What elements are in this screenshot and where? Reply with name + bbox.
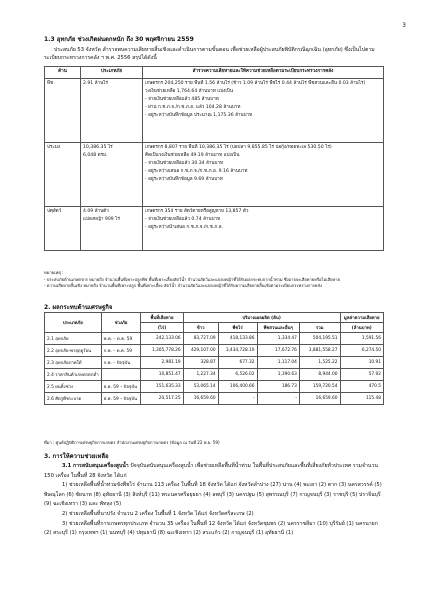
- table-source: ที่มา : ศูนย์ปฏิบัติการเศรษฐกิจการเกษตร สำนักงานเศรษฐกิจการเกษตร (ข้อมูล ณ วันที่ 22 พ.ย. 59): [44, 440, 220, 445]
- table-row: [45, 143, 384, 207]
- assistance-paragraph: 3) ช่วยเหลือพื้นที่การเกษตรทุกประเภท จำนวน 35 เครื่อง ในพื้นที่ 12 จังหวัด ได้แก่ จังหวัดชุมพร (2) นครราชสีมา (10) บุรีรัมย์ (1) นครนายก (2) สระบุรี (1) กรุงเทพฯ (1) นนทบุรี (4) ปทุมธานี (8) ฉะเชิงเทรา (2) สระแก้ว (2) กาญจนบุรี (1) อุทัยธานี (1): [44, 520, 378, 537]
- table-row: 2.2 อุทกภัย-พายุฤดูร้อน ก.พ. – ต.ค. 59 1,305,778.26 429,107.00 3,434,728.10 17,672.76 3,881,558.27 6,274.50: [45, 345, 384, 357]
- column-header: (ไร่): [141, 323, 183, 333]
- column-header: ปริมาณผลผลิต (ตัน): [183, 313, 340, 323]
- damage-assistance-table: [44, 66, 384, 251]
- amount-cell: 10,386.35 ไร่ 6,048 ตรม.: [81, 143, 143, 207]
- section-3-1-intro: 3.1 การสนับสนุนเครื่องสูบน้ำ ปัจจุบันสนับสนุนเครื่องสูบน้ำ เพื่อช่วยเหลือพื้นที่น้ำท่วม ในพื้นที่ประสบภัยและพื้นที่เสี่ยงภัยทั่วประเทศ รวมจำนวน 150 เครื่อง ในพื้นที่ 28 จังหวัด ได้แก่: [44, 463, 378, 479]
- table-header-row: [45, 313, 384, 323]
- column-header: ด้าน: [45, 67, 81, 79]
- column-header: มูลค่าความเสียหาย: [340, 313, 384, 323]
- detail-cell: เกษตรกร 8,807 ราย พื้นที่ 10,386.35 ไร่ (บ่อปลา 9,855.85 ไร่ บ่อกุ้ง/หอยทะเล 530.50 ไร่) คิดเป็นวงเงินช่วยเหลือ 49.19 ล้านบาท แบ่งเป็น - จ่ายเงินช่วยเหลือแล้ว 30.34 ล้านบาท - อยู่ระหว่างเสนอ ก.ช.ภ.จ./ก.ช.ภ.อ. 9.16 ล้านบาท - อยู่ระหว่างบันทึกข้อมูล 9.69 ล้านบาท: [143, 143, 384, 207]
- table-row: [45, 207, 384, 251]
- intro-paragraph: ประสบภัย 53 จังหวัด สำรวจพบความเสียหายสิ้นเชิงและดำเนินการตามขั้นตอน เพื่อช่วยเหลือผู้ประสบภัยพิบัติกรณีฉุกเฉิน (อุทกภัย) ซึ่งเป็นไปตามระเบียบกระทรวงการคลัง ฯ พ.ศ. 2556 สรุปได้ดังนี้: [44, 47, 375, 62]
- table-row: 2.5 ฝนทิ้งช่วง ส.ค. 59 – ปัจจุบัน 151,635.33 53,065.14 106,400.66 186.73 159,720.54 470.5: [45, 381, 384, 393]
- column-header: ประเภทภัย: [45, 313, 102, 333]
- detail-cell: เกษตรกร 354 ราย สัตว์ตายหรือสูญหาย 13,857 ตัว - จ่ายเงินช่วยเหลือแล้ว 0.74 ล้านบาท - อยู่ระหว่างนำเสนอ ก.ช.ภ.จ./ก.ช.ภ.อ.: [143, 207, 384, 251]
- amount-cell: 2.91 ล้านไร่: [81, 79, 143, 143]
- column-header: ข้าว: [183, 323, 218, 333]
- column-header: (ล้านบาท): [340, 323, 384, 333]
- detail-cell: เกษตรกร 204,250 ราย พื้นที่ 1.56 ล้านไร่ (ข้าว 1.09 ล้านไร่ พืชไร่ 0.44 ล้านไร่ พืชสวนและอื่น 0.03 ล้านไร่) วงเงินช่วยเหลือ 1,764.64 ล้านบาท แบ่งเป็น - จ่ายเงินช่วยเหลือแล้ว 485 ล้านบาท - ผ่าน ก.ช.ภ.จ./ก.ช.ภ.อ. แล้ว 104.28 ล้านบาท - อยู่ระหว่างบันทึกข้อมูล ประมาณ 1,175.36 ล้านบาท: [143, 79, 384, 143]
- column-header: รวม: [299, 323, 340, 333]
- column-header: ช่วงภัย: [101, 313, 141, 333]
- table-header-row: [45, 67, 384, 79]
- assistance-paragraph: 1) ช่วยเหลือพื้นที่น้ำท่วมขังพืชไร่ จำนวน 113 เครื่อง ในพื้นที่ 18 จังหวัด ได้แก่ จังหวัดลำปาง (27) น่าน (4) พะเยา (2) ตาก (3) นครสวรรค์ (5) พิษณุโลก (6) ชัยนาท (8) อุทัยธานี (3) สิงห์บุรี (11) พระนครศรีอยุธยา (4) ลพบุรี (3) นครปฐม (5) สุพรรณบุรี (7) กาญจนบุรี (3) ราชบุรี (5) ปราจีนบุรี (9) ฉะเชิงเทรา (3) และ พัทลุง (5): [44, 482, 382, 508]
- table-row: 2.3 อุทกภัยภาคใต้ ก.พ. – ปัจจุบัน 2,981.19 328.87 677.32 1,117.04 1,525.22 10.91: [45, 357, 384, 369]
- table-notes: หมายเหตุ : - ประสบภัยด้านเกษตรกร หมายถึง จำนวนพื้นที่เพาะปลูกพืช พื้นที่เพาะเลี้ยงสัตว์น้ำ จำนวนสัตว์และแปลงหญ้าที่ได้รับผลกระทบจากน้ำท่วม ซึ่งอาจจะเสียหายหรือไม่เสียหาย - ความเสียหายสิ้นเชิง หมายถึง จำนวนพื้นที่เพาะปลูก พื้นที่เพาะเลี้ยง สัตว์น้ำ จำนวนสัตว์และแปลงหญ้าที่ได้รับความเสียหายสิ้นเชิงตามระเบียบกระทรวงการคลัง: [44, 270, 340, 289]
- column-header: ประเภทภัย: [81, 67, 143, 79]
- sector-cell: พืช: [45, 79, 81, 143]
- table-row: 2.4 ราคาสินค้าเกษตรตกต่ำ 10,851.47 1,227.34 6,526.02 1,390.63 8,944.00 57.92: [45, 369, 384, 381]
- assistance-body: [44, 462, 384, 539]
- column-header: พื้นที่เสียหาย: [141, 313, 183, 323]
- table-row: [45, 79, 384, 143]
- assistance-paragraph: 2) ช่วยเหลือพื้นที่นาปรัง จำนวน 2 เครื่อง ในพื้นที่ 1 จังหวัด ได้แก่ จังหวัดศรีสะเกษ (2): [62, 510, 254, 517]
- section-heading-3: 3. การให้ความช่วยเหลือ: [44, 453, 109, 460]
- sector-cell: ปศุสัตว์: [45, 207, 81, 251]
- column-header: พืชไร่: [218, 323, 257, 333]
- column-header: พืชสวนและอื่นๆ: [257, 323, 299, 333]
- page-number: 3: [402, 22, 406, 29]
- table-row: 2.1 อุทกภัย พ.ค. – ต.ค. 59 242,133.06 83,727.09 418,133.86 1,334.47 504,195.51 1,591.56: [45, 333, 384, 345]
- sector-cell: ประมง: [45, 143, 81, 207]
- column-header: สำรวจความเสียหายและให้ความช่วยเหลือตามระเบียบกระทรวงการคลัง: [143, 67, 384, 79]
- amount-cell: 4.09 ล้านตัว แปลงหญ้า 909 ไร่: [81, 207, 143, 251]
- economic-impact-table: [44, 312, 384, 405]
- table-row: 2.6 ศัตรูพืชระบาด ส.ค. 59 – ปัจจุบัน 20,517.25 16,659.60 - - 16,659.60 115.48: [45, 393, 384, 405]
- section-heading-2: 2. ผลกระทบด้านเศรษฐกิจ: [44, 304, 113, 311]
- section-heading-1-3: 1.3 อุทกภัย ช่วงเกิดฝนตกหนัก ถึง 30 พฤศจิกายน 2559: [44, 36, 194, 43]
